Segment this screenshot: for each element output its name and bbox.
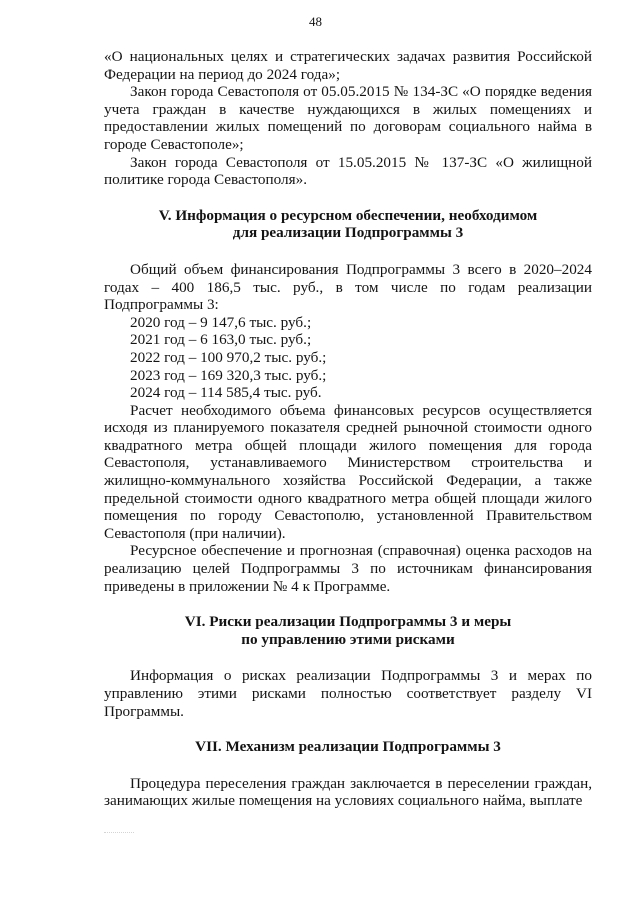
paragraph-law-134: Закон города Севастополя от 05.05.2015 № 134-ЗС «О порядке ведения учета граждан в качестве нуждающихся в жилых помещениях и предоставлении жилых помещений по договорам социального найма в городе Севастополе»; (104, 83, 592, 153)
section-6-heading (104, 613, 592, 648)
page-number: 48 (309, 14, 322, 29)
section-6-heading-line2: по управлению этими рисками (241, 630, 455, 648)
section-5-heading-line2: для реализации Подпрограммы 3 (232, 224, 464, 242)
financing-year-2024: 2024 год – 114 585,4 тыс. руб. (130, 384, 322, 402)
section-7-heading: VII. Механизм реализации Подпрограммы 3 (195, 738, 501, 756)
financing-year-2020: 2020 год – 9 147,6 тыс. руб.; (130, 313, 312, 331)
paragraph-law-137: Закон города Севастополя от 15.05.2015 № 137-ЗС «О жилищной политике города Севастополя». (104, 153, 592, 189)
paragraph-calculation: Расчет необходимого объема финансовых ресурсов осуществляется исходя из планируемого показателя средней рыночной стоимости одного квадратного метра общей площади жилого помещения для города Севастополя, устанавливаемого Министерством строительства и жилищно-коммунального хозяйства Российской Федерации, а также предельной стоимости одного квадратного метра общей площади жилого помещения по городу Севастополю, установленной Правительством Севастополя (при наличии). (104, 401, 592, 542)
section-5-heading-line1: V. Информация о ресурсном обеспечении, необходимом (158, 206, 538, 224)
financing-year-2021: 2021 год – 6 163,0 тыс. руб.; (130, 331, 312, 349)
paragraph-financing-total: Общий объем финансирования Подпрограммы 3 всего в 2020–2024 годах – 400 186,5 тыс. руб., в том числе по годам реализации Подпрограммы 3: (104, 260, 592, 314)
section-6-heading-line1: VI. Риски реализации Подпрограммы 3 и меры (184, 613, 512, 631)
scan-artifact-line (104, 832, 134, 833)
paragraph-risks: Информация о рисках реализации Подпрограммы 3 и мерах по управлению этими рисками полностью соответствует разделу VI Программы. (104, 667, 592, 720)
paragraph-decree-reference: «О национальных целях и стратегических задачах развития Российской Федерации на период до 2024 года»; (104, 48, 592, 83)
document-body (104, 48, 592, 810)
financing-year-2022: 2022 год – 100 970,2 тыс. руб.; (130, 348, 327, 366)
financing-year-2023: 2023 год – 169 320,3 тыс. руб.; (130, 366, 327, 384)
paragraph-mechanism: Процедура переселения граждан заключается в переселении граждан, занимающих жилые помещения на условиях социального найма, выплате (104, 774, 592, 810)
section-5-heading (104, 207, 592, 242)
paragraph-resource-provision: Ресурсное обеспечение и прогнозная (справочная) оценка расходов на реализацию целей Подпрограммы 3 по источникам финансирования приведены в приложении № 4 к Программе. (104, 542, 592, 595)
